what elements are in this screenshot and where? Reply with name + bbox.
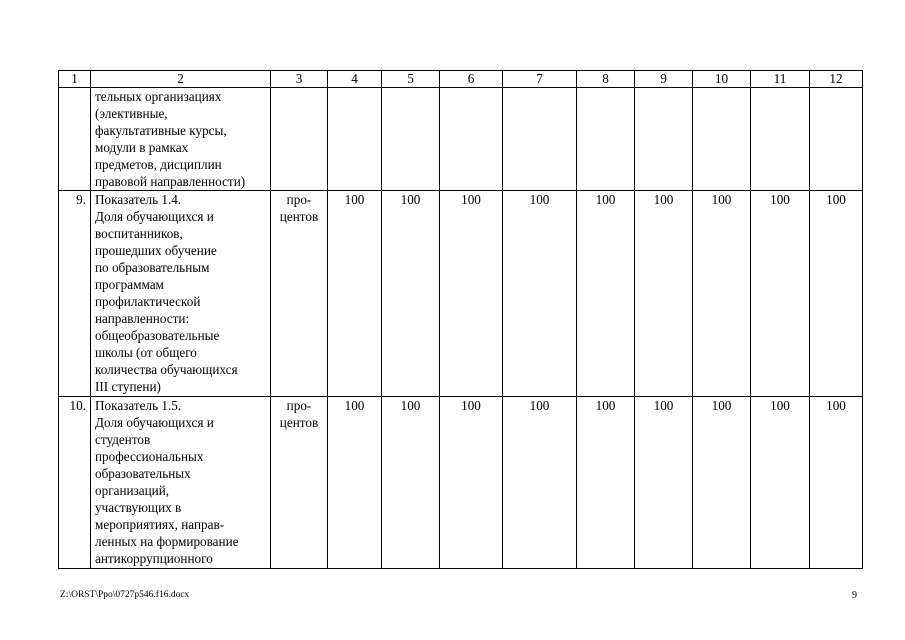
text-line: студентов — [95, 432, 151, 447]
text-line: количества обучающихся — [95, 362, 238, 377]
text-line: (элективные, — [95, 106, 168, 121]
row-number: 9. — [59, 191, 91, 397]
value-cell: 100 — [635, 191, 693, 397]
row-number: 10. — [59, 397, 91, 569]
text-line: III ступени) — [95, 379, 161, 394]
value-cell: 100 — [810, 191, 863, 397]
text-line: Доля обучающихся и — [95, 415, 214, 430]
value-cell: 100 — [440, 397, 503, 569]
indicator-description — [91, 397, 271, 569]
value-cell — [328, 88, 382, 191]
value-cell: 100 — [751, 191, 810, 397]
text-line: участвующих в — [95, 500, 182, 515]
text-line: Показатель 1.5. — [95, 398, 182, 413]
unit-cell — [271, 88, 328, 191]
value-cell — [693, 88, 751, 191]
text-line: прошедших обучение — [95, 243, 217, 258]
value-cell — [751, 88, 810, 191]
text-line: программам — [95, 277, 164, 292]
unit-line: про- — [286, 192, 312, 207]
col-header: 8 — [577, 71, 635, 88]
value-cell: 100 — [635, 397, 693, 569]
unit-line: центов — [279, 209, 319, 224]
indicator-description — [91, 88, 271, 191]
value-cell — [440, 88, 503, 191]
indicator-table — [58, 70, 863, 569]
value-cell: 100 — [440, 191, 503, 397]
text-line: организаций, — [95, 483, 170, 498]
header-row — [59, 71, 863, 88]
footer-file-path: Z:\ORST\Ppo\0727p546.f16.docx — [60, 590, 190, 600]
text-line: Доля обучающихся и — [95, 209, 214, 224]
value-cell: 100 — [577, 191, 635, 397]
table-row — [59, 191, 863, 397]
unit-cell — [271, 191, 328, 397]
col-header: 1 — [59, 71, 91, 88]
text-line: по образовательным — [95, 260, 210, 275]
text-line: тельных организациях — [95, 89, 222, 104]
text-line: Показатель 1.4. — [95, 192, 182, 207]
value-cell: 100 — [693, 191, 751, 397]
text-line: воспитанников, — [95, 226, 183, 241]
value-cell: 100 — [693, 397, 751, 569]
value-cell: 100 — [577, 397, 635, 569]
text-line: общеобразовательные — [95, 328, 220, 343]
text-line: антикоррупционного — [95, 551, 213, 566]
value-cell: 100 — [382, 191, 440, 397]
value-cell — [635, 88, 693, 191]
table-row — [59, 88, 863, 191]
col-header: 6 — [440, 71, 503, 88]
text-line: мероприятиях, направ- — [95, 517, 225, 532]
value-cell — [810, 88, 863, 191]
col-header: 3 — [271, 71, 328, 88]
unit-cell — [271, 397, 328, 569]
text-line: направленности: — [95, 311, 190, 326]
value-cell — [382, 88, 440, 191]
table-row — [59, 397, 863, 569]
text-line: образовательных — [95, 466, 191, 481]
text-line: правовой направленности) — [95, 174, 246, 189]
col-header: 2 — [91, 71, 271, 88]
col-header: 7 — [503, 71, 577, 88]
text-line: факультативные курсы, — [95, 123, 227, 138]
value-cell: 100 — [503, 191, 577, 397]
unit-line: центов — [279, 415, 319, 430]
text-line: предметов, дисциплин — [95, 157, 222, 172]
unit-line: про- — [286, 398, 312, 413]
value-cell: 100 — [503, 397, 577, 569]
text-line: профессиональных — [95, 449, 204, 464]
page-number: 9 — [852, 590, 857, 601]
value-cell: 100 — [810, 397, 863, 569]
col-header: 4 — [328, 71, 382, 88]
col-header: 9 — [635, 71, 693, 88]
value-cell: 100 — [328, 191, 382, 397]
row-number — [59, 88, 91, 191]
col-header: 10 — [693, 71, 751, 88]
indicator-description — [91, 191, 271, 397]
value-cell — [577, 88, 635, 191]
value-cell: 100 — [751, 397, 810, 569]
text-line: ленных на формирование — [95, 534, 239, 549]
col-header: 5 — [382, 71, 440, 88]
value-cell: 100 — [382, 397, 440, 569]
value-cell: 100 — [328, 397, 382, 569]
col-header: 11 — [751, 71, 810, 88]
text-line: школы (от общего — [95, 345, 197, 360]
text-line: модули в рамках — [95, 140, 189, 155]
value-cell — [503, 88, 577, 191]
text-line: профилактической — [95, 294, 201, 309]
col-header: 12 — [810, 71, 863, 88]
